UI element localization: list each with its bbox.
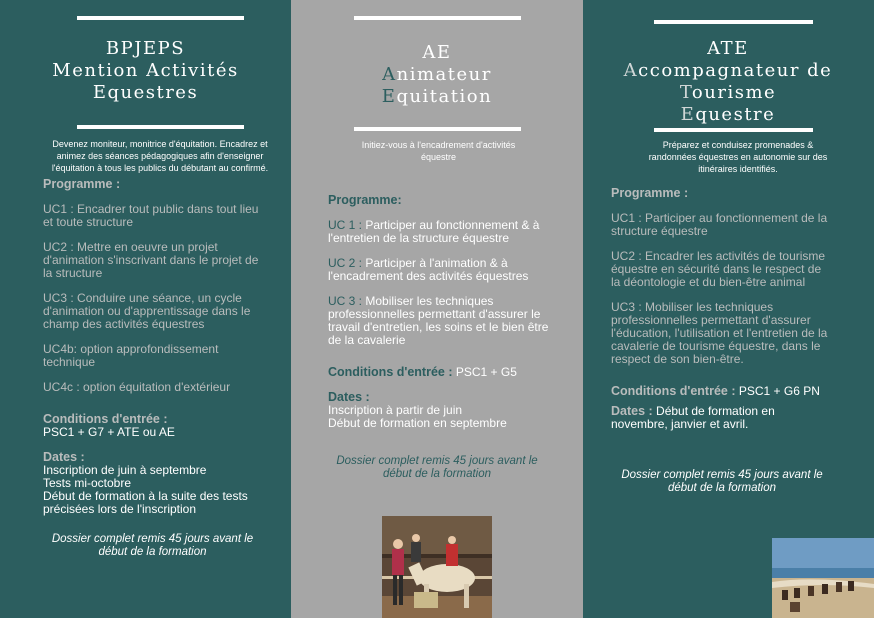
panel-body: [611, 187, 833, 431]
panel-title: [597, 38, 859, 126]
deadline-note: Dossier complet remis 45 jours avant le début de la formation: [51, 533, 254, 558]
uc-item: UC 3 : Mobiliser les techniques professionnelles permettant d'assurer le travail d'entretien, les soins et le bien être de la cavalerie: [328, 294, 549, 347]
uc-item: UC1 : Participer au fonctionnement de la structure équestre: [611, 211, 828, 238]
panel-title: [311, 42, 563, 108]
dates-line: Inscription à partir de juin: [328, 403, 463, 417]
uc-item: UC3 : Mobiliser les techniques professionnelles permettant d'assurer l'éducation, l'utilisation et l'entretien de la cavalerie de tourisme équestre, dans le respect de son bien-être.: [611, 300, 828, 366]
title-line: Equitation: [381, 86, 493, 107]
title-line: Tourisme: [679, 82, 777, 103]
intro-text: Préparez et conduisez promenades & randonnées équestres en autonomie sur des itinéraires identifiés.: [648, 140, 828, 174]
dates-line: Début de formation à la suite des tests précisées lors de l'inscription: [43, 489, 248, 516]
conditions-heading: Conditions d'entrée :: [43, 412, 168, 426]
panel-ae: [291, 0, 583, 618]
panel-bpjeps: [0, 0, 291, 618]
program-heading: Programme:: [328, 193, 402, 207]
top-rule: [77, 16, 244, 20]
bottom-rule: [354, 127, 521, 131]
title-line: Animateur: [382, 64, 492, 85]
uc-item: UC2 : Mettre en oeuvre un projet d'animation s'inscrivant dans le projet de la structure: [43, 240, 259, 280]
deadline-note: Dossier complet remis 45 jours avant le début de la formation: [621, 469, 823, 494]
panel-ate: [583, 0, 874, 618]
uc-item: UC 1 : Participer au fonctionnement & à l'entretien de la structure équestre: [328, 218, 540, 245]
title-line: BPJEPS: [105, 38, 186, 59]
panel-body: [43, 178, 263, 516]
dates-line: Dates : Début de formation en novembre, janvier et avril.: [611, 404, 775, 431]
dates-heading: Dates :: [328, 390, 370, 404]
deadline-note: Dossier complet remis 45 jours avant le début de la formation: [336, 455, 538, 480]
title-line: Accompagnateur de: [623, 60, 833, 81]
conditions-line: Conditions d'entrée : PSC1 + G5: [328, 365, 517, 379]
uc-item: UC2 : Encadrer les activités de tourisme équestre en sécurité dans le respect de la déontologie et du bien-être animal: [611, 249, 826, 289]
uc-item: UC4c : option équitation d'extérieur: [43, 380, 231, 394]
program-heading: Programme :: [43, 177, 121, 191]
dates-line: Début de formation en septembre: [328, 416, 507, 430]
title-line: AE: [422, 42, 452, 63]
horse-animation-photo: [382, 516, 492, 618]
panel-title: [20, 38, 271, 104]
conditions-value: PSC1 + G7 + ATE ou AE: [43, 425, 175, 439]
beach-ride-photo: [772, 538, 874, 618]
uc-item: UC1 : Encadrer tout public dans tout lieu et toute structure: [43, 202, 259, 229]
bottom-rule: [654, 128, 813, 132]
dates-line: Inscription de juin à septembre: [43, 463, 207, 477]
top-rule: [654, 20, 813, 24]
dates-heading: Dates :: [43, 450, 85, 464]
title-line: Equestre: [680, 104, 776, 125]
top-rule: [354, 16, 521, 20]
panel-body: [328, 194, 550, 430]
uc-item: UC 2 : Participer à l'animation & à l'encadrement des activités équestres: [328, 256, 529, 283]
title-line: ATE: [707, 38, 749, 59]
intro-text: Devenez moniteur, monitrice d'équitation. Encadrez et animez des séances pédagogiques afin d'enseigner l'équitation à tous les publics du débutant au confirmé.: [51, 139, 269, 173]
conditions-line: Conditions d'entrée : PSC1 + G6 PN: [611, 384, 820, 398]
intro-text: Initiez-vous à l'encadrement d'activités équestre: [361, 140, 516, 162]
uc-item: UC3 : Conduire une séance, un cycle d'animation ou d'apprentissage dans le champ des activités équestres: [43, 291, 251, 331]
bottom-rule: [77, 125, 244, 129]
program-heading: Programme :: [611, 186, 689, 200]
dates-line: Tests mi-octobre: [43, 476, 132, 490]
title-line: Mention Activités: [52, 60, 239, 81]
title-line: Equestres: [92, 82, 199, 103]
uc-item: UC4b: option approfondissement technique: [43, 342, 219, 369]
